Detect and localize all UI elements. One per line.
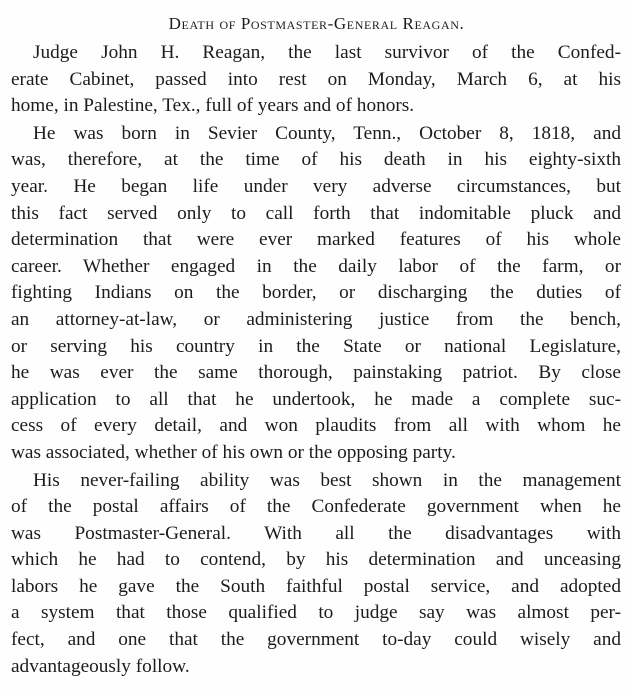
text-line: labors he gave the South faithful postal service, and adopted [11, 575, 621, 597]
article-body [11, 40, 621, 680]
text-line: application to all that he undertook, he made a complete suc- [11, 388, 621, 410]
text-line: His never-failing ability was best shown in the management [33, 469, 621, 491]
text-line: erate Cabinet, passed into rest on Monday, March 6, at his [11, 68, 621, 90]
text-line: advantageously follow. [11, 655, 190, 677]
text-line: He was born in Sevier County, Tenn., October 8, 1818, and [33, 122, 621, 144]
text-line: which he had to contend, by his determination and unceasing [11, 549, 621, 571]
text-line: fect, and one that the government to-day could wisely and [11, 629, 621, 651]
paragraph-3 [11, 468, 621, 681]
text-line: career. Whether engaged in the daily labor of the farm, or [11, 255, 621, 277]
text-line: of the postal affairs of the Confederate government when he [11, 496, 621, 518]
text-line: Judge John H. Reagan, the last survivor of the Confed- [33, 42, 621, 63]
text-line: a system that those qualified to judge say was almost per- [11, 602, 621, 624]
text-line: was associated, whether of his own or the opposing party. [11, 441, 456, 463]
text-line: was, therefore, at the time of his death in his eighty-sixth [11, 149, 621, 171]
text-line: he was ever the same thorough, painstaking patriot. By close [11, 362, 621, 384]
text-line: determination that were ever marked features of his whole [11, 229, 621, 251]
text-line: was Postmaster-General. With all the disadvantages with [11, 522, 621, 544]
text-line: fighting Indians on the border, or discharging the duties of [11, 282, 621, 304]
text-line: year. He began life under very adverse circumstances, but [11, 175, 621, 197]
text-line: or serving his country in the State or national Legislature, [11, 335, 621, 357]
text-line: cess of every detail, and won plaudits from all with whom he [11, 415, 621, 437]
text-line: this fact served only to call forth that indomitable pluck and [11, 202, 621, 224]
paragraph-2 [11, 121, 621, 467]
text-line: an attorney-at-law, or administering justice from the bench, [11, 308, 621, 330]
article-title: Death of Postmaster-General Reagan. [168, 14, 465, 33]
text-line: home, in Palestine, Tex., full of years and of honors. [11, 95, 415, 117]
paragraph-1 [11, 40, 621, 120]
